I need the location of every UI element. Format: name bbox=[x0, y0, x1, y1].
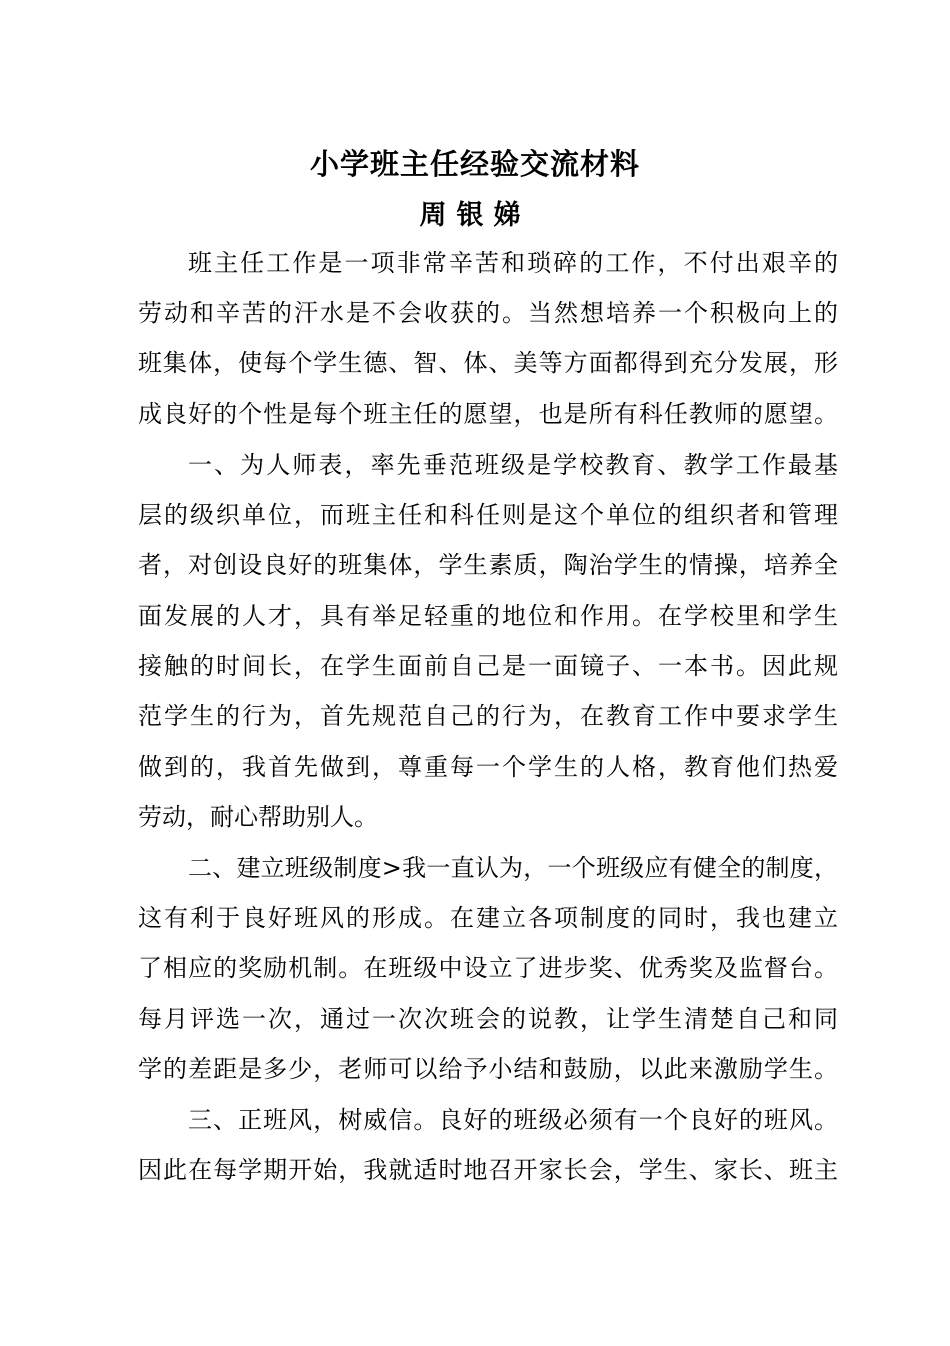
paragraph-line: 者，对创设良好的班集体，学生素质，陶治学生的情操，培养全 bbox=[138, 551, 838, 579]
paragraph-line: 面发展的人才，具有举足轻重的地位和作用。在学校里和学生 bbox=[138, 602, 838, 630]
paragraph-line: 三、正班风，树威信。良好的班级必须有一个良好的班风。 bbox=[188, 1106, 838, 1134]
paragraph-line: 一、为人师表，率先垂范班级是学校教育、教学工作最基 bbox=[188, 451, 838, 479]
paragraph-line: 这有利于良好班风的形成。在建立各项制度的同时，我也建立 bbox=[138, 904, 838, 932]
paragraph-line: 学的差距是多少，老师可以给予小结和鼓励，以此来激励学生。 bbox=[138, 1055, 838, 1083]
paragraph-line: 劳动和辛苦的汗水是不会收获的。当然想培养一个积极向上的 bbox=[138, 299, 838, 327]
document-title: 小学班主任经验交流材料 bbox=[309, 147, 640, 181]
paragraph-line: 了相应的奖励机制。在班级中设立了进步奖、优秀奖及监督台。 bbox=[138, 954, 838, 982]
paragraph-line: 班主任工作是一项非常辛苦和琐碎的工作，不付出艰辛的 bbox=[188, 249, 838, 277]
paragraph-line: 每月评选一次，通过一次次班会的说教，让学生清楚自己和同 bbox=[138, 1005, 838, 1033]
paragraph-line: 二、建立班级制度>我一直认为，一个班级应有健全的制度， bbox=[188, 854, 838, 882]
paragraph-line: 层的级织单位，而班主任和科任则是这个单位的组织者和管理 bbox=[138, 501, 838, 529]
paragraph-line: 接触的时间长，在学生面前自己是一面镜子、一本书。因此规 bbox=[138, 652, 838, 680]
paragraph-line: 成良好的个性是每个班主任的愿望，也是所有科任教师的愿望。 bbox=[138, 400, 838, 428]
paragraph-line: 劳动，耐心帮助别人。 bbox=[138, 803, 378, 831]
paragraph-line: 范学生的行为，首先规范自己的行为，在教育工作中要求学生 bbox=[138, 702, 838, 730]
paragraph-line: 班集体，使每个学生德、智、体、美等方面都得到充分发展，形 bbox=[138, 349, 838, 377]
author-name: 周银娣 bbox=[419, 200, 531, 231]
paragraph-line: 因此在每学期开始，我就适时地召开家长会，学生、家长、班主 bbox=[138, 1156, 838, 1184]
paragraph-line: 做到的，我首先做到，尊重每一个学生的人格，教育他们热爱 bbox=[138, 753, 838, 781]
